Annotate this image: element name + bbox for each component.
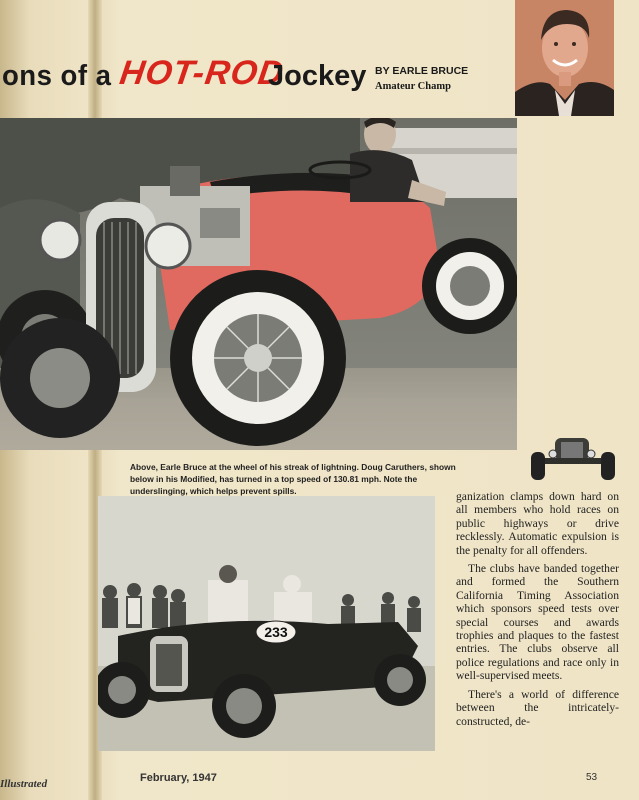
- author-portrait: [515, 0, 614, 116]
- body-paragraph: The clubs have banded together and formed the Southern California Timing Association which sponsors speed tests over special courses and awards trophies and plaques to the fastest entries. The clubs observe all police regulations and race only in well-supervised meets.: [456, 562, 619, 683]
- race-number: 233: [264, 624, 288, 640]
- main-photo-roadster: [0, 118, 517, 450]
- byline-author: BY EARLE BRUCE: [375, 65, 469, 77]
- article-body-column: [456, 490, 619, 733]
- body-paragraph: ganization clamps down hard on all members who hold races on public highways or drive recklessly. Automatic expulsion is the penalty for all offenders.: [456, 490, 619, 557]
- title-left-fragment: ons of a: [2, 60, 112, 92]
- byline: [375, 64, 468, 94]
- photo-caption: Above, Earle Bruce at the wheel of his streak of lightning. Doug Caruthers, shown below in his Modified, has turned in a top speed of 130.81 mph. Note the underslinging, which helps prevent spills.: [130, 462, 456, 496]
- title-hot-rod: HOT-ROD: [117, 54, 287, 92]
- body-paragraph: There's a world of difference between the intricately-constructed, de-: [456, 687, 619, 728]
- race-photo: [98, 496, 435, 751]
- small-car-illustration: [525, 432, 621, 484]
- title-jockey: Jockey: [268, 60, 367, 92]
- byline-role: Amateur Champ: [375, 81, 451, 92]
- page-number: 53: [586, 772, 598, 783]
- footer-date: February, 1947: [140, 772, 217, 784]
- footer-magazine-name: Illustrated: [0, 778, 48, 790]
